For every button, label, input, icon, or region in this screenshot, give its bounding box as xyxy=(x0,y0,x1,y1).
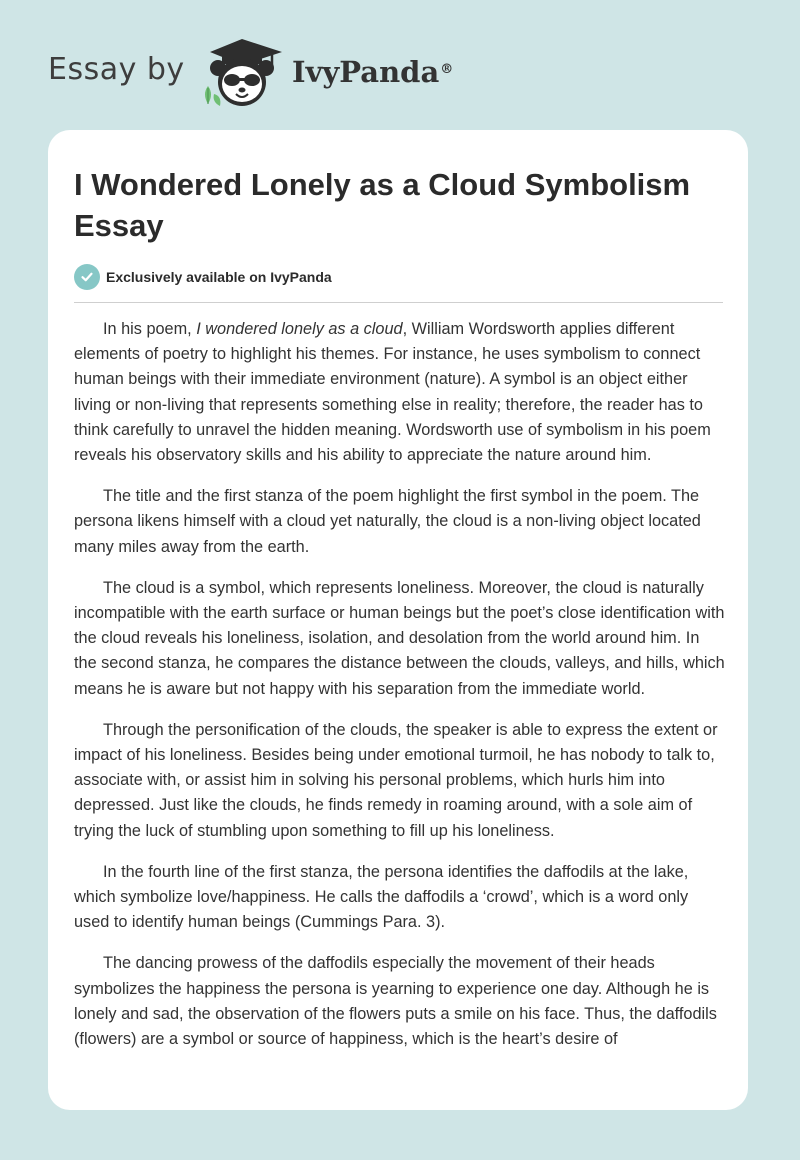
paragraph: The cloud is a symbol, which represents loneliness. Moreover, the cloud is naturally incompatible with the earth surface or human beings but the poet’s close identification with the cloud reveals his loneliness, isolation, and desolation from the world around him. In the second stanza, he compares the distance between the clouds, valleys, and hills, which means he is aware but not happy with his separation from the immediate world. xyxy=(74,578,725,698)
panda-graduate-icon xyxy=(200,36,284,108)
brand-name: IvyPanda® xyxy=(292,55,454,89)
page-title: I Wondered Lonely as a Cloud Symbolism Essay xyxy=(74,167,691,243)
check-circle-icon xyxy=(74,264,100,290)
divider xyxy=(74,302,723,303)
essay-by-label: Essay by xyxy=(48,52,185,87)
poem-title: I wondered lonely as a cloud xyxy=(196,320,403,338)
exclusive-badge xyxy=(74,264,332,290)
paragraph: Through the personification of the clouds, the speaker is able to express the extent or impact of his loneliness. Besides being under emotional turmoil, he has nobody to talk to, associate with, or assist him in solving his personal problems, which hurls him into depressed. Just like the clouds, he finds remedy in roaming around, with a sole aim of trying the luck of stumbling upon something to fill up his loneliness. xyxy=(74,720,718,840)
paragraph: The title and the first stanza of the poem highlight the first symbol in the poem. The persona likens himself with a cloud yet naturally, the cloud is a non-living object located many miles away from the earth. xyxy=(74,487,701,556)
paragraph: In the fourth line of the first stanza, the persona identifies the daffodils at the lake, which symbolize love/happiness. He calls the daffodils a ‘crowd’, which is a word only used to identify human beings (Cummings Para. 3). xyxy=(74,862,689,932)
paragraph: In his poem, I wondered lonely as a cloud, William Wordsworth applies different elements of poetry to highlight his themes. For instance, he uses symbolism to connect human beings with their immediate environment (nature). A symbol is an object either living or non-living that represents something else in reality; therefore, the reader has to think carefully to unravel the hidden meaning. Wordsworth use of symbolism in his poem reveals his observatory skills and his ability to appreciate the nature around him. xyxy=(74,320,711,465)
paragraph: The dancing prowess of the daffodils especially the movement of their heads symbolizes the happiness the persona is yearning to experience one day. Although he is lonely and sad, the observation of the flowers puts a smile on his face. Thus, the daffodils (flowers) are a symbol or source of happiness, which is the heart’s desire of xyxy=(74,954,717,1049)
site-header xyxy=(0,0,800,120)
essay-body xyxy=(74,317,726,1068)
registered-mark: ® xyxy=(440,62,454,77)
exclusive-label: Exclusively available on IvyPanda xyxy=(106,269,332,285)
essay-card xyxy=(48,130,748,1110)
